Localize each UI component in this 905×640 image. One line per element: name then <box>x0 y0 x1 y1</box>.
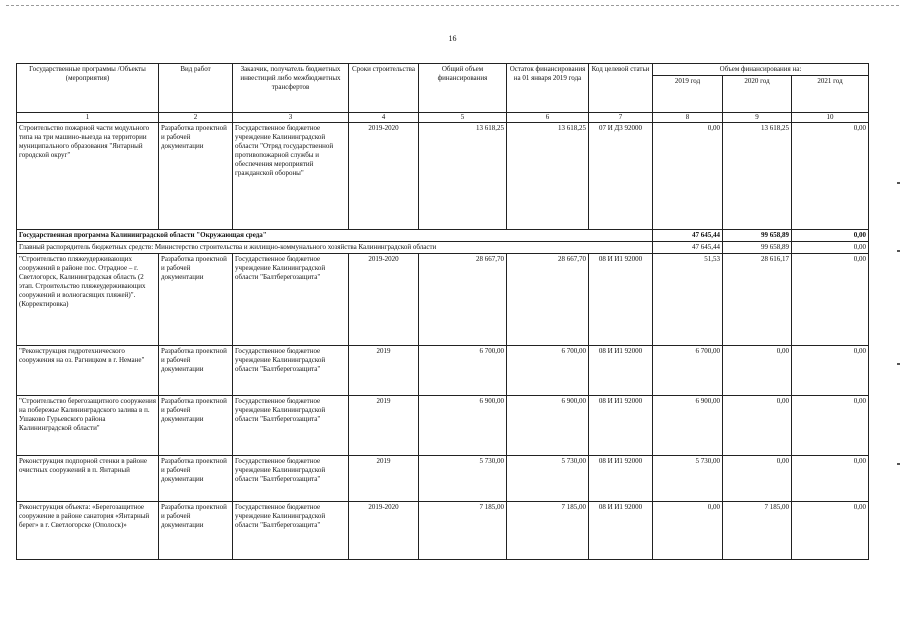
funding-2020-cell: 28 616,17 <box>723 254 792 346</box>
manager-2020: 99 658,89 <box>723 242 792 254</box>
object-cell: "Строительство берегозащитного сооружения на побережье Калининградского залива в п. Ушаково Гурьевского района Калининградской области" <box>17 396 159 456</box>
column-number: 3 <box>233 113 349 123</box>
work-cell: Разработка проектной и рабочей документации <box>159 123 233 230</box>
customer-cell: Государственное бюджетное учреждение Калининградской области "Отряд государственной противопожарной службы и обеспечения мероприятий гражданской обороны" <box>233 123 349 230</box>
customer-cell: Государственное бюджетное учреждение Калининградской области "Балтберегозащита" <box>233 502 349 560</box>
column-number: 8 <box>653 113 723 123</box>
object-cell: Реконструкция подпорной стенки в районе очистных сооружений в п. Янтарный <box>17 456 159 502</box>
work-cell: Разработка проектной и рабочей документации <box>159 254 233 346</box>
program-2021: 0,00 <box>792 230 869 242</box>
table-row <box>17 502 869 560</box>
scan-edge-mark <box>897 182 900 184</box>
manager-row <box>17 242 869 254</box>
scan-edge-mark <box>897 363 900 365</box>
code-cell: 08 И И1 92000 <box>589 346 653 396</box>
financing-table <box>16 63 869 560</box>
work-cell: Разработка проектной и рабочей документации <box>159 396 233 456</box>
funding-2021-cell: 0,00 <box>792 346 869 396</box>
total-cell: 5 730,00 <box>419 456 507 502</box>
funding-2021-cell: 0,00 <box>792 456 869 502</box>
funding-2021-cell: 0,00 <box>792 254 869 346</box>
funding-2019-cell: 6 700,00 <box>653 346 723 396</box>
funding-2020-cell: 0,00 <box>723 396 792 456</box>
header-code: Код целевой статьи <box>589 64 653 113</box>
column-number: 5 <box>419 113 507 123</box>
period-cell: 2019 <box>349 456 419 502</box>
balance-cell: 7 185,00 <box>507 502 589 560</box>
total-cell: 7 185,00 <box>419 502 507 560</box>
period-cell: 2019-2020 <box>349 254 419 346</box>
table-row <box>17 254 869 346</box>
program-2019: 47 645,44 <box>653 230 723 242</box>
work-cell: Разработка проектной и рабочей документации <box>159 346 233 396</box>
header-objects: Государственные программы /Объекты (мероприятия) <box>17 64 159 113</box>
period-cell: 2019-2020 <box>349 502 419 560</box>
total-cell: 13 618,25 <box>419 123 507 230</box>
scan-edge-mark <box>897 463 900 465</box>
funding-2019-cell: 51,53 <box>653 254 723 346</box>
code-cell: 08 И И1 92000 <box>589 456 653 502</box>
table-header-row <box>17 64 869 76</box>
column-number: 9 <box>723 113 792 123</box>
table-row <box>17 396 869 456</box>
period-cell: 2019 <box>349 396 419 456</box>
column-number: 6 <box>507 113 589 123</box>
column-number: 10 <box>792 113 869 123</box>
period-cell: 2019 <box>349 346 419 396</box>
funding-2021-cell: 0,00 <box>792 396 869 456</box>
total-cell: 6 900,00 <box>419 396 507 456</box>
balance-cell: 6 700,00 <box>507 346 589 396</box>
customer-cell: Государственное бюджетное учреждение Калининградской области "Балтберегозащита" <box>233 456 349 502</box>
customer-cell: Государственное бюджетное учреждение Калининградской области "Балтберегозащита" <box>233 346 349 396</box>
manager-title: Главный распорядитель бюджетных средств: Министерство строительства и жилищно-коммунального хозяйства Калининградской области <box>17 242 653 254</box>
manager-2021: 0,00 <box>792 242 869 254</box>
header-customer: Заказчик, получатель бюджетных инвестиций либо межбюджетных трансфертов <box>233 64 349 113</box>
header-work-type: Вид работ <box>159 64 233 113</box>
balance-cell: 28 667,70 <box>507 254 589 346</box>
balance-cell: 6 900,00 <box>507 396 589 456</box>
object-cell: "Строительство пляжеудерживающих сооружений в районе пос. Отрадное – г. Светлогорск, Калининградская область (2 этап. Строительство пляжеудерживающих сооружений и волногасящих пляжей)". (Корректировка) <box>17 254 159 346</box>
total-cell: 28 667,70 <box>419 254 507 346</box>
balance-cell: 13 618,25 <box>507 123 589 230</box>
funding-2020-cell: 13 618,25 <box>723 123 792 230</box>
code-cell: 08 И И1 92000 <box>589 396 653 456</box>
program-row <box>17 230 869 242</box>
table-row <box>17 346 869 396</box>
code-cell: 08 И И1 92000 <box>589 502 653 560</box>
funding-2020-cell: 0,00 <box>723 346 792 396</box>
column-number-row <box>17 113 869 123</box>
balance-cell: 5 730,00 <box>507 456 589 502</box>
funding-2019-cell: 6 900,00 <box>653 396 723 456</box>
table-row <box>17 456 869 502</box>
customer-cell: Государственное бюджетное учреждение Калининградской области "Балтберегозащита" <box>233 254 349 346</box>
table-row <box>17 123 869 230</box>
column-number: 7 <box>589 113 653 123</box>
header-balance: Остаток финансирования на 01 января 2019 года <box>507 64 589 113</box>
scan-edge-line <box>6 5 899 6</box>
funding-2021-cell: 0,00 <box>792 123 869 230</box>
object-cell: Строительство пожарной части модульного типа на три машино-выезда на территории муниципального образования "Янтарный городской округ" <box>17 123 159 230</box>
program-2020: 99 658,89 <box>723 230 792 242</box>
funding-2021-cell: 0,00 <box>792 502 869 560</box>
manager-2019: 47 645,44 <box>653 242 723 254</box>
column-number: 4 <box>349 113 419 123</box>
header-2020: 2020 год <box>723 76 792 113</box>
page-number: 16 <box>448 34 457 43</box>
program-title: Государственная программа Калининградской области "Окружающая среда" <box>17 230 653 242</box>
object-cell: Реконструкция объекта: «Берегозащитное сооружение в районе санатория «Янтарный берег» в г. Светлогорске (Ополоск)» <box>17 502 159 560</box>
header-2019: 2019 год <box>653 76 723 113</box>
header-total: Общий объем финансирования <box>419 64 507 113</box>
funding-2019-cell: 5 730,00 <box>653 456 723 502</box>
scan-edge-mark <box>897 250 900 252</box>
work-cell: Разработка проектной и рабочей документации <box>159 502 233 560</box>
code-cell: 08 И И1 92000 <box>589 254 653 346</box>
code-cell: 07 И Д3 92000 <box>589 123 653 230</box>
period-cell: 2019-2020 <box>349 123 419 230</box>
funding-2019-cell: 0,00 <box>653 502 723 560</box>
funding-2020-cell: 0,00 <box>723 456 792 502</box>
column-number: 2 <box>159 113 233 123</box>
funding-2020-cell: 7 185,00 <box>723 502 792 560</box>
header-funding-group: Объем финансирования на: <box>653 64 869 76</box>
customer-cell: Государственное бюджетное учреждение Калининградской области "Балтберегозащита" <box>233 396 349 456</box>
total-cell: 6 700,00 <box>419 346 507 396</box>
funding-2019-cell: 0,00 <box>653 123 723 230</box>
column-number: 1 <box>17 113 159 123</box>
work-cell: Разработка проектной и рабочей документации <box>159 456 233 502</box>
header-2021: 2021 год <box>792 76 869 113</box>
object-cell: "Реконструкция гидротехнического сооружения на оз. Рагницком в г. Немане" <box>17 346 159 396</box>
header-period: Сроки строительства <box>349 64 419 113</box>
